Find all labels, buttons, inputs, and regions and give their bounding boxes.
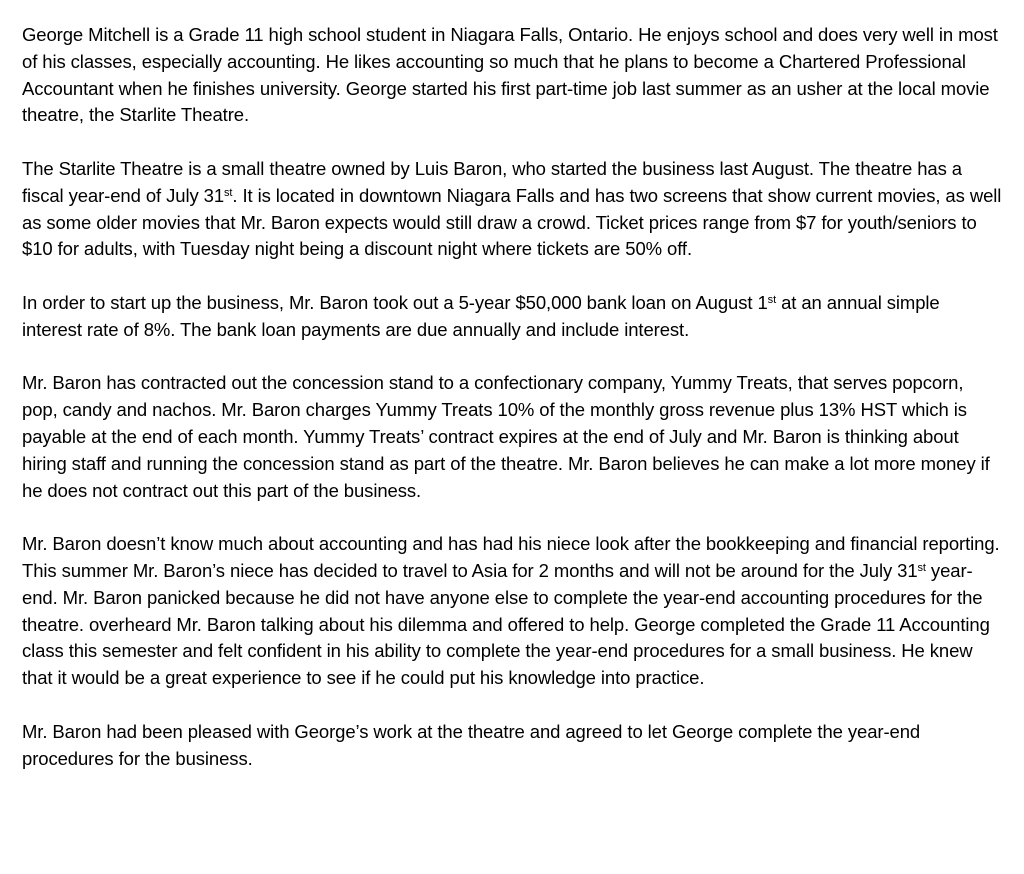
paragraph-conclusion: Mr. Baron had been pleased with George’s work at the theatre and agreed to let George complete the year-end procedures for the business. xyxy=(22,720,921,769)
ordinal-suffix: st xyxy=(224,186,233,199)
paragraph-text: In order to start up the business, Mr. Baron took out a 5-year $50,000 bank loan on August 1 xyxy=(22,291,768,313)
paragraph-text: at an annual simple interest rate of 8%. The bank loan payments are due annually and include interest. xyxy=(22,291,940,340)
paragraph-concession: Mr. Baron has contracted out the concession stand to a confectionary company, Yummy Treats, that serves popcorn, pop, candy and nachos. Mr. Baron charges Yummy Treats 10% of the monthly gross revenue plus 13% HST which is payable at the end of each month. Yummy Treats’ contract expires at the end of July and Mr. Baron is thinking about hiring staff and running the concession stand as part of the theatre. Mr. Baron believes he can make a lot more money if he does not contract out this part of the business. xyxy=(22,372,990,501)
paragraph-text: Mr. Baron doesn’t know much about accounting and has had his niece look after the bookkeeping and financial reporting. This summer Mr. Baron’s niece has decided to travel to Asia for 2 months and will not be around for the July 31 xyxy=(22,533,1000,581)
document-body xyxy=(22,22,1002,772)
paragraph-theatre xyxy=(22,156,1002,263)
paragraph-loan xyxy=(22,290,1002,344)
paragraph-intro: George Mitchell is a Grade 11 high school student in Niagara Falls, Ontario. He enjoys school and does very well in most of his classes, especially accounting. He likes accounting so much that he plans to become a Chartered Professional Accountant when he finishes university. George started his first part-time job last summer as an usher at the local movie theatre, the Starlite Theatre. xyxy=(22,24,998,126)
ordinal-suffix: st xyxy=(767,293,777,306)
paragraph-text: year-end. Mr. Baron panicked because he did not have anyone else to complete the year-end accounting procedures for the theatre. overheard Mr. Baron talking about his dilemma and offered to help. George completed the Grade 11 Accounting class this semester and felt confident in his ability to complete the year-end procedures for a small business. He knew that it would be a great experience to see if he could put his knowledge into practice. xyxy=(22,559,990,689)
ordinal-suffix: st xyxy=(917,561,926,574)
paragraph-text: The Starlite Theatre is a small theatre owned by Luis Baron, who started the business last August. The theatre has a fiscal year-end of July 31 xyxy=(22,157,962,206)
paragraph-text: . It is located in downtown Niagara Falls and has two screens that show current movies, as well as some older movies that Mr. Baron expects would still draw a crowd. Ticket prices range from $7 for youth/seniors to $10 for adults, with Tuesday night being a discount night where tickets are 50% off. xyxy=(22,184,1002,260)
paragraph-bookkeeping xyxy=(22,531,1002,692)
